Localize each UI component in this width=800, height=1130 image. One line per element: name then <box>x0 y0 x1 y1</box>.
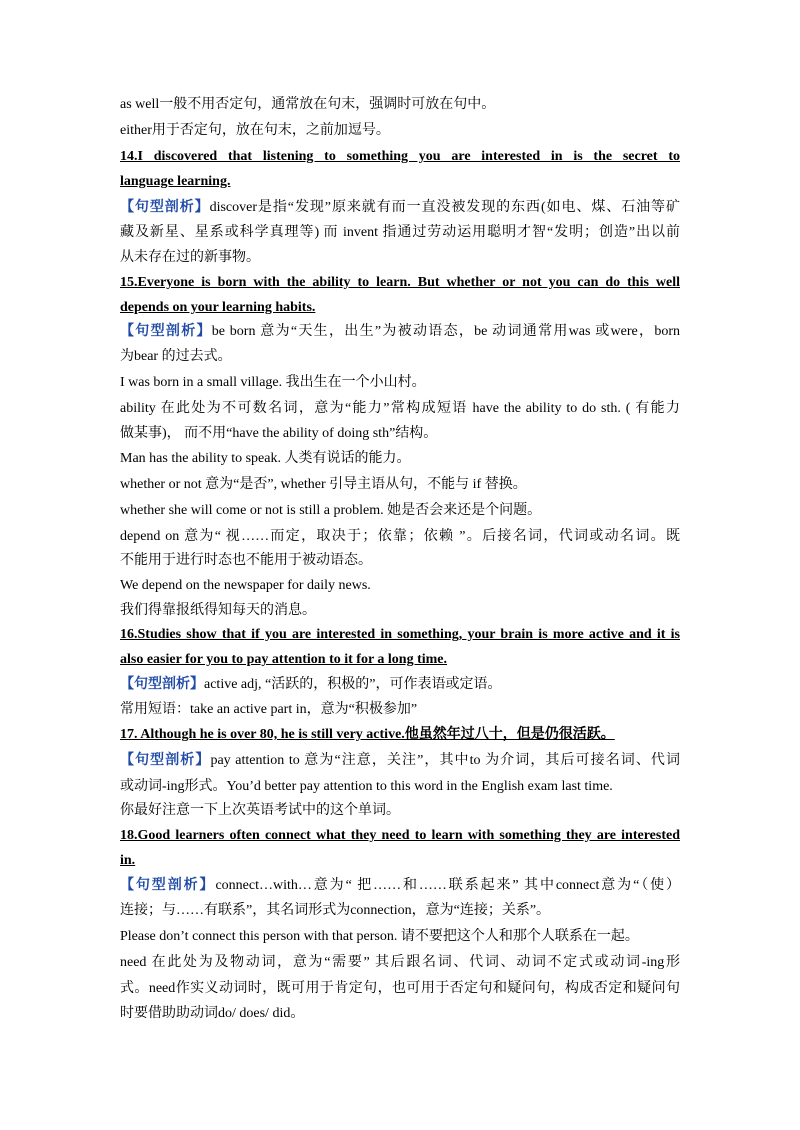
text-line: 从未存在过的新事物。 <box>120 250 260 265</box>
text-line: 藏及新星、星系或科学真理等) 而 invent 指通过劳动运用聪明才智“发明；创造”出以前 <box>120 225 680 240</box>
text-line: whether or not 意为“是否”, whether 引导主语从句，不能与 if 替换。 <box>120 477 527 492</box>
analysis-paragraph <box>120 751 680 771</box>
analysis-paragraph <box>120 322 680 342</box>
analysis-text: active adj, “活跃的，积极的”，可作表语或定语。 <box>204 677 502 692</box>
text-line: either用于否定句，放在句末，之前加逗号。 <box>120 123 390 138</box>
analysis-paragraph <box>120 876 680 896</box>
example-sentence: Man has the ability to speak. 人类有说话的能力。 <box>120 451 411 466</box>
analysis-text: discover是指“发现”原来就有而一直没被发现的东西(如电、煤、石油等矿 <box>209 200 680 215</box>
text-line: 为bear 的过去式。 <box>120 349 232 364</box>
text-line: ability 在此处为不可数名词，意为“能力”常构成短语 have the ability to do sth. ( 有能力 <box>120 401 680 416</box>
analysis-text: be born 意为“天生，出生”为被动语态，be 动词通常用was 或were，born <box>211 324 681 339</box>
text-line: 时要借助助动词do/ does/ did。 <box>120 1006 305 1021</box>
text-line: depend on 意为“ 视……而定，取决于；依靠；依赖 ”。后接名词，代词或动名词。既 <box>120 529 680 544</box>
text-line: 或动词-ing形式。You’d better pay attention to this word in the English exam last time. <box>120 779 613 794</box>
example-sentence: I was born in a small village. 我出生在一个小山村。 <box>120 375 426 390</box>
sentence-14-heading: 14.I discovered that listening to something you are interested in is the secret to <box>120 149 680 164</box>
sentence-15-heading: depends on your learning habits. <box>120 300 316 315</box>
analysis-tag: 【句型剖析】 <box>120 878 216 893</box>
analysis-tag: 【句型剖析】 <box>120 200 210 215</box>
analysis-text: pay attention to 意为“注意，关注”，其中to 为介词，其后可接名词、代词 <box>210 753 681 768</box>
sentence-18-heading: 18.Good learners often connect what they need to learn with something they are interested <box>120 828 680 843</box>
sentence-14-heading: language learning. <box>120 174 231 189</box>
analysis-paragraph <box>120 198 680 218</box>
text-line: need 在此处为及物动词，意为“需要” 其后跟名词、代词、动词不定式或动词-ing形 <box>120 955 680 970</box>
analysis-tag: 【句型剖析】 <box>120 753 211 768</box>
analysis-paragraph <box>120 675 680 695</box>
example-translation: 你最好注意一下上次英语考试中的这个单词。 <box>120 803 400 818</box>
analysis-text: connect…with…意为“ 把……和……联系起来” 其中connect意为“（使） <box>215 878 681 893</box>
example-sentence: Please don’t connect this person with that person. 请不要把这个人和那个人联系在一起。 <box>120 929 639 944</box>
sentence-16-heading: also easier for you to pay attention to it for a long time. <box>120 652 448 667</box>
analysis-tag: 【句型剖析】 <box>120 324 212 339</box>
text-line: 做某事)， 而不用“have the ability of doing sth”结构。 <box>120 426 438 441</box>
text-line: 常用短语：take an active part in，意为“积极参加” <box>120 702 418 717</box>
text-line: 连接；与……有联系”，其名词形式为connection，意为“连接；关系”。 <box>120 903 551 918</box>
example-translation: 我们得靠报纸得知每天的消息。 <box>120 603 316 618</box>
example-sentence: We depend on the newspaper for daily news. <box>120 578 371 593</box>
sentence-18-heading: in. <box>120 853 136 868</box>
sentence-16-heading: 16.Studies show that if you are interested in something, your brain is more active and it is <box>120 627 680 642</box>
example-sentence: whether she will come or not is still a problem. 她是否会来还是个问题。 <box>120 503 542 518</box>
text-line: 式。need作实义动词时，既可用于肯定句，也可用于否定句和疑问句，构成否定和疑问句 <box>120 981 680 996</box>
analysis-tag: 【句型剖析】 <box>120 677 204 692</box>
text-line: as well一般不用否定句，通常放在句末，强调时可放在句中。 <box>120 97 496 112</box>
sentence-17-heading: 17. Although he is over 80, he is still very active.他虽然年过八十，但是仍很活跃。 <box>120 727 615 742</box>
text-line: 不能用于进行时态也不能用于被动语态。 <box>120 553 372 568</box>
sentence-15-heading: 15.Everyone is born with the ability to learn. But whether or not you can do this well <box>120 275 680 290</box>
